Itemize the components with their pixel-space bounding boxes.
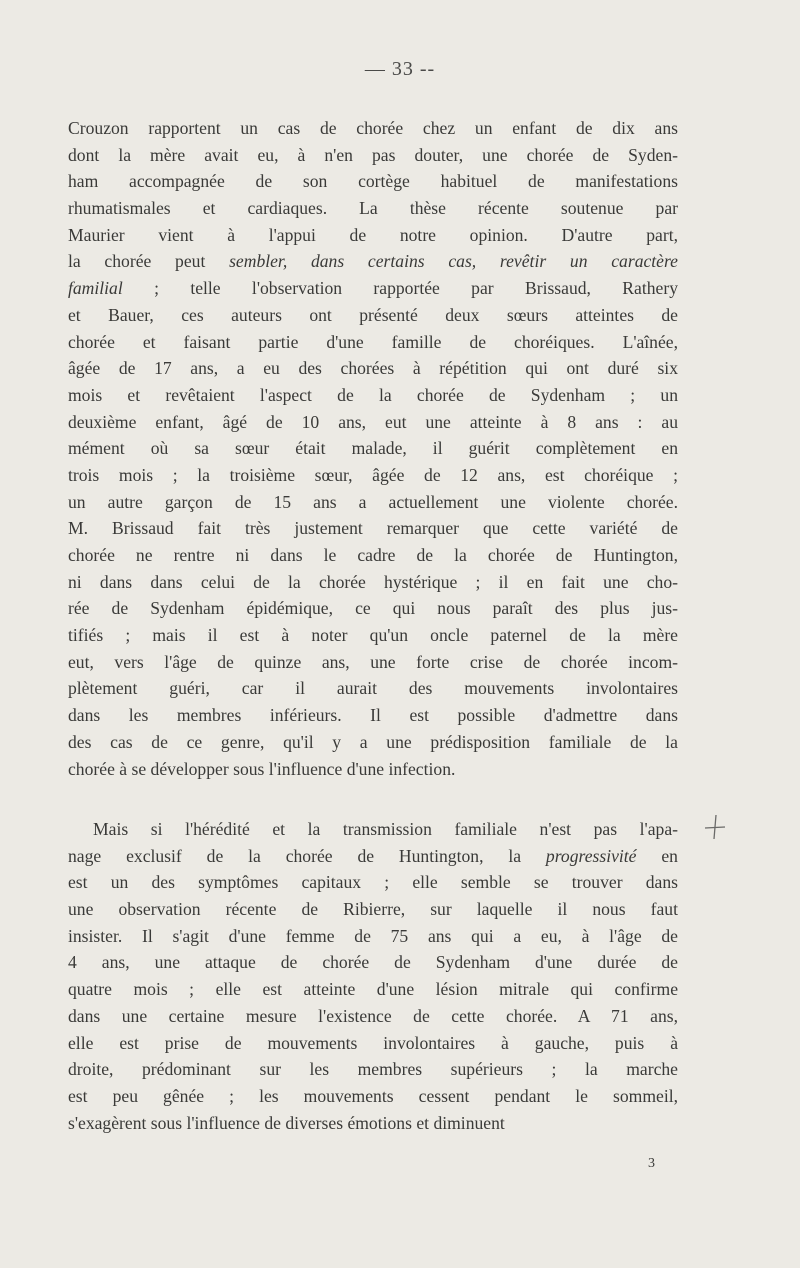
text-line: est peu gênée ; les mouvements cessent pendant le sommeil, [68, 1085, 678, 1106]
margin-cross-mark [702, 812, 728, 842]
italic-emphasis: familial [68, 278, 123, 299]
text-line: Maurier vient à l'appui de notre opinion. D'autre part, [68, 224, 678, 245]
text-line: tifiés ; mais il est à noter qu'un oncle paternel de la mère [68, 625, 678, 646]
text-line: dont la mère avait eu, à n'en pas douter, une chorée de Syden- [68, 144, 678, 165]
italic-emphasis: progressivité [545, 845, 637, 866]
text-line: eut, vers l'âge de quinze ans, une forte crise de chorée incom- [68, 651, 678, 672]
text-line: dans une certaine mesure l'existence de cette chorée. A 71 ans, [68, 1005, 678, 1026]
text-line: ham accompagnée de son cortège habituel de manifestations [68, 171, 678, 192]
text-line: plètement guéri, car il aurait des mouvements involontaires [68, 678, 678, 699]
page-number: — 33 -- [364, 58, 436, 80]
text-line: deuxième enfant, âgé de 10 ans, eut une atteinte à 8 ans : au [68, 411, 678, 432]
text-line: chorée à se développer sous l'influence d'une infection. [68, 758, 456, 779]
text-line: chorée et faisant partie d'une famille de choréiques. L'aînée, [68, 331, 678, 352]
text-line: insister. Il s'agit d'une femme de 75 ans qui a eu, à l'âge de [68, 925, 678, 946]
signature-number: 3 [648, 1156, 655, 1171]
text-line: s'exagèrent sous l'influence de diverses émotions et diminuent [68, 1112, 505, 1133]
text-line: chorée ne rentre ni dans le cadre de la chorée de Huntington, [68, 545, 678, 565]
text-line: mois et revêtaient l'aspect de la chorée de Sydenham ; un [68, 384, 678, 405]
text-line: quatre mois ; elle est atteinte d'une lésion mitrale qui confirme [68, 979, 678, 1000]
text-line: elle est prise de mouvements involontaires à gauche, puis à [68, 1032, 678, 1053]
text-line: 4 ans, une attaque de chorée de Sydenham d'une durée de [68, 952, 678, 973]
italic-emphasis: sembler, dans certains cas, revêtir un caractère [229, 251, 678, 272]
text-line: ni dans dans celui de la chorée hystérique ; il en fait une cho- [68, 571, 678, 592]
text-line: Mais si l'hérédité et la transmission familiale n'est pas l'apa- [93, 819, 678, 839]
paragraph-1 [68, 115, 678, 782]
text-line: rée de Sydenham épidémique, ce qui nous paraît des plus jus- [68, 598, 678, 619]
text-line: Crouzon rapportent un cas de chorée chez un enfant de dix ans [68, 118, 678, 138]
text-line: familial ; telle l'observation rapportée par Brissaud, Rathery [68, 278, 678, 299]
text-line: nage exclusif de la chorée de Huntington, la progressivité en [68, 845, 678, 866]
text-line: une observation récente de Ribierre, sur laquelle il nous faut [68, 899, 678, 920]
text-line: rhumatismales et cardiaques. La thèse récente soutenue par [68, 198, 678, 219]
text-line: dans les membres inférieurs. Il est possible d'admettre dans [68, 705, 678, 726]
text-line: mément où sa sœur était malade, il guérit complètement en [68, 438, 678, 459]
paragraph-2 [68, 816, 678, 1136]
text-line: et Bauer, ces auteurs ont présenté deux sœurs atteintes de [68, 304, 678, 325]
text-line: droite, prédominant sur les membres supérieurs ; la marche [68, 1059, 678, 1080]
text-line: la chorée peut sembler, dans certains cas, revêtir un caractère [68, 251, 678, 272]
text-line: M. Brissaud fait très justement remarquer que cette variété de [68, 518, 678, 539]
text-line: un autre garçon de 15 ans a actuellement une violente chorée. [68, 491, 678, 512]
text-line: des cas de ce genre, qu'il y a une prédisposition familiale de la [68, 731, 678, 752]
text-line: est un des symptômes capitaux ; elle semble se trouver dans [68, 872, 678, 893]
text-line: âgée de 17 ans, a eu des chorées à répétition qui ont duré six [68, 358, 678, 379]
text-line: trois mois ; la troisième sœur, âgée de 12 ans, est choréique ; [68, 464, 678, 485]
